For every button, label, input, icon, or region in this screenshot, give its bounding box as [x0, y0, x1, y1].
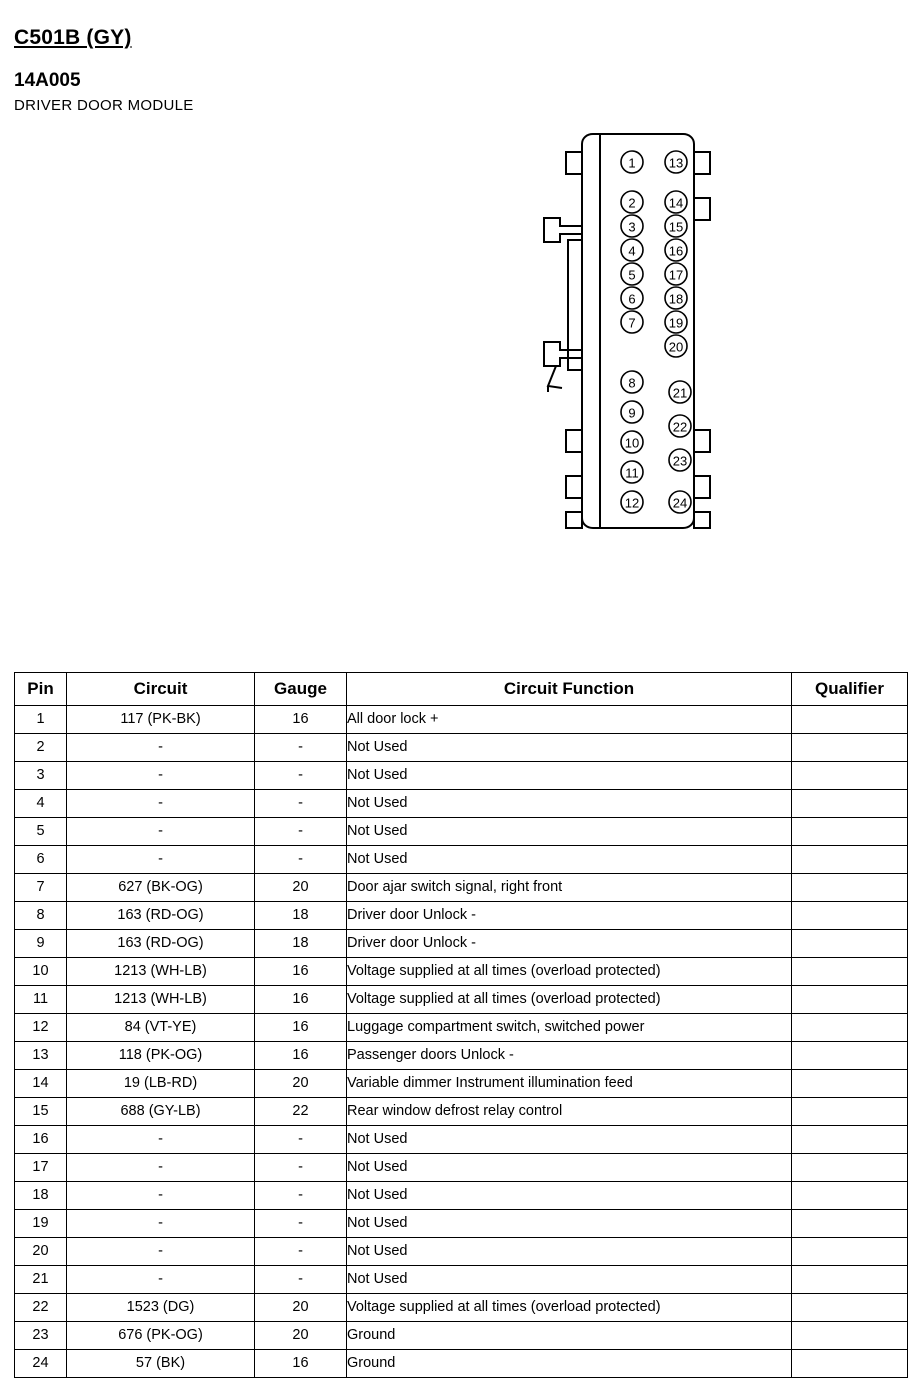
- pin-label-21: 21: [672, 385, 688, 401]
- table-row: [15, 1266, 908, 1294]
- cell-circuit: 676 (PK-OG): [67, 1322, 255, 1350]
- cell-circuit: -: [67, 790, 255, 818]
- cell-gauge: 16: [255, 958, 347, 986]
- cell-function: Voltage supplied at all times (overload protected): [347, 1294, 792, 1322]
- cell-gauge: 20: [255, 874, 347, 902]
- cell-pin: 5: [15, 818, 67, 846]
- cell-pin: 2: [15, 734, 67, 762]
- cell-qualifier: [792, 986, 908, 1014]
- cell-circuit: 1523 (DG): [67, 1294, 255, 1322]
- cell-circuit: 117 (PK-BK): [67, 706, 255, 734]
- cell-pin: 18: [15, 1182, 67, 1210]
- pin-assignment-table: [14, 672, 908, 1378]
- table-row: [15, 930, 908, 958]
- table-row: [15, 902, 908, 930]
- cell-pin: 24: [15, 1350, 67, 1378]
- table-row: [15, 1210, 908, 1238]
- cell-qualifier: [792, 762, 908, 790]
- pin-label-19: 19: [668, 315, 684, 331]
- table-row: [15, 762, 908, 790]
- cell-circuit: 1213 (WH-LB): [67, 958, 255, 986]
- table-row: [15, 1042, 908, 1070]
- cell-function: All door lock +: [347, 706, 792, 734]
- cell-gauge: -: [255, 1238, 347, 1266]
- table-row: [15, 1350, 908, 1378]
- cell-circuit: -: [67, 1182, 255, 1210]
- cell-pin: 15: [15, 1098, 67, 1126]
- cell-function: Variable dimmer Instrument illumination feed: [347, 1070, 792, 1098]
- cell-pin: 14: [15, 1070, 67, 1098]
- cell-gauge: 20: [255, 1294, 347, 1322]
- cell-qualifier: [792, 1014, 908, 1042]
- cell-circuit: -: [67, 818, 255, 846]
- cell-pin: 7: [15, 874, 67, 902]
- cell-qualifier: [792, 1266, 908, 1294]
- table-row: [15, 1070, 908, 1098]
- cell-qualifier: [792, 1210, 908, 1238]
- cell-qualifier: [792, 874, 908, 902]
- cell-circuit: 627 (BK-OG): [67, 874, 255, 902]
- pin-label-12: 12: [624, 495, 640, 511]
- column-header-pin: Pin: [15, 673, 67, 706]
- cell-pin: 3: [15, 762, 67, 790]
- table-row: [15, 1098, 908, 1126]
- cell-gauge: 20: [255, 1322, 347, 1350]
- cell-circuit: 163 (RD-OG): [67, 930, 255, 958]
- cell-function: Not Used: [347, 818, 792, 846]
- cell-gauge: -: [255, 818, 347, 846]
- cell-pin: 6: [15, 846, 67, 874]
- cell-function: Ground: [347, 1350, 792, 1378]
- cell-pin: 1: [15, 706, 67, 734]
- cell-qualifier: [792, 706, 908, 734]
- pin-label-18: 18: [668, 291, 684, 307]
- cell-circuit: 163 (RD-OG): [67, 902, 255, 930]
- pin-label-10: 10: [624, 435, 640, 451]
- pin-label-16: 16: [668, 243, 684, 259]
- cell-gauge: 18: [255, 930, 347, 958]
- cell-qualifier: [792, 930, 908, 958]
- pin-label-13: 13: [668, 155, 684, 171]
- cell-qualifier: [792, 1350, 908, 1378]
- cell-circuit: 1213 (WH-LB): [67, 986, 255, 1014]
- pin-table-container: [14, 672, 907, 1378]
- column-header-circuit: Circuit: [67, 673, 255, 706]
- cell-pin: 19: [15, 1210, 67, 1238]
- column-header-function: Circuit Function: [347, 673, 792, 706]
- cell-circuit: 57 (BK): [67, 1350, 255, 1378]
- cell-function: Passenger doors Unlock -: [347, 1042, 792, 1070]
- pin-label-8: 8: [628, 375, 636, 391]
- cell-function: Not Used: [347, 1238, 792, 1266]
- cell-qualifier: [792, 902, 908, 930]
- part-number: 14A005: [14, 70, 81, 92]
- cell-circuit: -: [67, 1126, 255, 1154]
- cell-gauge: -: [255, 734, 347, 762]
- cell-qualifier: [792, 1042, 908, 1070]
- cell-function: Door ajar switch signal, right front: [347, 874, 792, 902]
- cell-qualifier: [792, 818, 908, 846]
- cell-qualifier: [792, 1070, 908, 1098]
- cell-qualifier: [792, 1182, 908, 1210]
- pin-label-24: 24: [672, 495, 688, 511]
- connector-id-title: C501B (GY): [14, 26, 132, 49]
- pin-label-5: 5: [628, 267, 636, 283]
- cell-circuit: -: [67, 762, 255, 790]
- document-header: [14, 26, 514, 114]
- pin-label-23: 23: [672, 453, 688, 469]
- pin-label-11: 11: [625, 465, 639, 481]
- cell-function: Driver door Unlock -: [347, 930, 792, 958]
- table-row: [15, 1126, 908, 1154]
- cell-qualifier: [792, 1126, 908, 1154]
- pin-label-2: 2: [628, 195, 636, 211]
- cell-qualifier: [792, 846, 908, 874]
- cell-gauge: -: [255, 790, 347, 818]
- cell-gauge: -: [255, 1126, 347, 1154]
- cell-function: Voltage supplied at all times (overload protected): [347, 958, 792, 986]
- part-name: DRIVER DOOR MODULE: [14, 96, 194, 114]
- table-row: [15, 1238, 908, 1266]
- cell-function: Not Used: [347, 846, 792, 874]
- table-row: [15, 1014, 908, 1042]
- cell-gauge: -: [255, 1210, 347, 1238]
- cell-qualifier: [792, 958, 908, 986]
- cell-qualifier: [792, 1098, 908, 1126]
- cell-gauge: 20: [255, 1070, 347, 1098]
- cell-circuit: -: [67, 1210, 255, 1238]
- cell-gauge: 16: [255, 1014, 347, 1042]
- cell-pin: 9: [15, 930, 67, 958]
- pin-label-22: 22: [672, 419, 688, 435]
- cell-function: Not Used: [347, 790, 792, 818]
- cell-pin: 20: [15, 1238, 67, 1266]
- cell-qualifier: [792, 1294, 908, 1322]
- pin-label-17: 17: [668, 267, 684, 283]
- cell-circuit: -: [67, 734, 255, 762]
- table-row: [15, 958, 908, 986]
- cell-circuit: 19 (LB-RD): [67, 1070, 255, 1098]
- pin-label-9: 9: [628, 405, 636, 421]
- cell-function: Not Used: [347, 1210, 792, 1238]
- table-header-row: [15, 673, 908, 706]
- table-row: [15, 1322, 908, 1350]
- cell-gauge: 18: [255, 902, 347, 930]
- cell-function: Not Used: [347, 734, 792, 762]
- cell-qualifier: [792, 1322, 908, 1350]
- cell-function: Rear window defrost relay control: [347, 1098, 792, 1126]
- table-row: [15, 846, 908, 874]
- cell-qualifier: [792, 1154, 908, 1182]
- cell-function: Not Used: [347, 1182, 792, 1210]
- pin-label-3: 3: [628, 219, 636, 235]
- cell-pin: 16: [15, 1126, 67, 1154]
- pin-label-4: 4: [628, 243, 636, 259]
- column-header-gauge: Gauge: [255, 673, 347, 706]
- cell-gauge: 16: [255, 986, 347, 1014]
- cell-gauge: 16: [255, 706, 347, 734]
- cell-function: Not Used: [347, 762, 792, 790]
- cell-pin: 23: [15, 1322, 67, 1350]
- cell-function: Not Used: [347, 1154, 792, 1182]
- cell-pin: 17: [15, 1154, 67, 1182]
- cell-pin: 4: [15, 790, 67, 818]
- cell-qualifier: [792, 734, 908, 762]
- cell-circuit: -: [67, 846, 255, 874]
- cell-function: Luggage compartment switch, switched power: [347, 1014, 792, 1042]
- cell-function: Driver door Unlock -: [347, 902, 792, 930]
- cell-circuit: 84 (VT-YE): [67, 1014, 255, 1042]
- table-row: [15, 706, 908, 734]
- cell-circuit: -: [67, 1266, 255, 1294]
- table-row: [15, 1154, 908, 1182]
- table-row: [15, 874, 908, 902]
- cell-pin: 8: [15, 902, 67, 930]
- pin-label-1: 1: [628, 155, 636, 171]
- cell-circuit: -: [67, 1238, 255, 1266]
- connector-diagram: [540, 130, 770, 560]
- cell-function: Not Used: [347, 1126, 792, 1154]
- cell-gauge: -: [255, 846, 347, 874]
- cell-pin: 13: [15, 1042, 67, 1070]
- cell-gauge: 22: [255, 1098, 347, 1126]
- table-row: [15, 986, 908, 1014]
- table-row: [15, 790, 908, 818]
- cell-pin: 12: [15, 1014, 67, 1042]
- cell-gauge: -: [255, 1266, 347, 1294]
- cell-gauge: 16: [255, 1042, 347, 1070]
- cell-circuit: 688 (GY-LB): [67, 1098, 255, 1126]
- cell-circuit: 118 (PK-OG): [67, 1042, 255, 1070]
- column-header-qualifier: Qualifier: [792, 673, 908, 706]
- cell-pin: 10: [15, 958, 67, 986]
- pin-label-7: 7: [628, 315, 636, 331]
- cell-gauge: -: [255, 1154, 347, 1182]
- cell-gauge: -: [255, 1182, 347, 1210]
- cell-function: Voltage supplied at all times (overload protected): [347, 986, 792, 1014]
- pin-label-6: 6: [628, 291, 636, 307]
- cell-function: Not Used: [347, 1266, 792, 1294]
- cell-pin: 11: [15, 986, 67, 1014]
- table-row: [15, 734, 908, 762]
- cell-qualifier: [792, 790, 908, 818]
- cell-gauge: -: [255, 762, 347, 790]
- table-row: [15, 818, 908, 846]
- pin-label-14: 14: [668, 195, 684, 211]
- cell-pin: 22: [15, 1294, 67, 1322]
- pin-label-15: 15: [668, 219, 684, 235]
- cell-qualifier: [792, 1238, 908, 1266]
- pin-label-20: 20: [668, 339, 684, 355]
- cell-function: Ground: [347, 1322, 792, 1350]
- table-row: [15, 1182, 908, 1210]
- cell-pin: 21: [15, 1266, 67, 1294]
- cell-gauge: 16: [255, 1350, 347, 1378]
- table-row: [15, 1294, 908, 1322]
- cell-circuit: -: [67, 1154, 255, 1182]
